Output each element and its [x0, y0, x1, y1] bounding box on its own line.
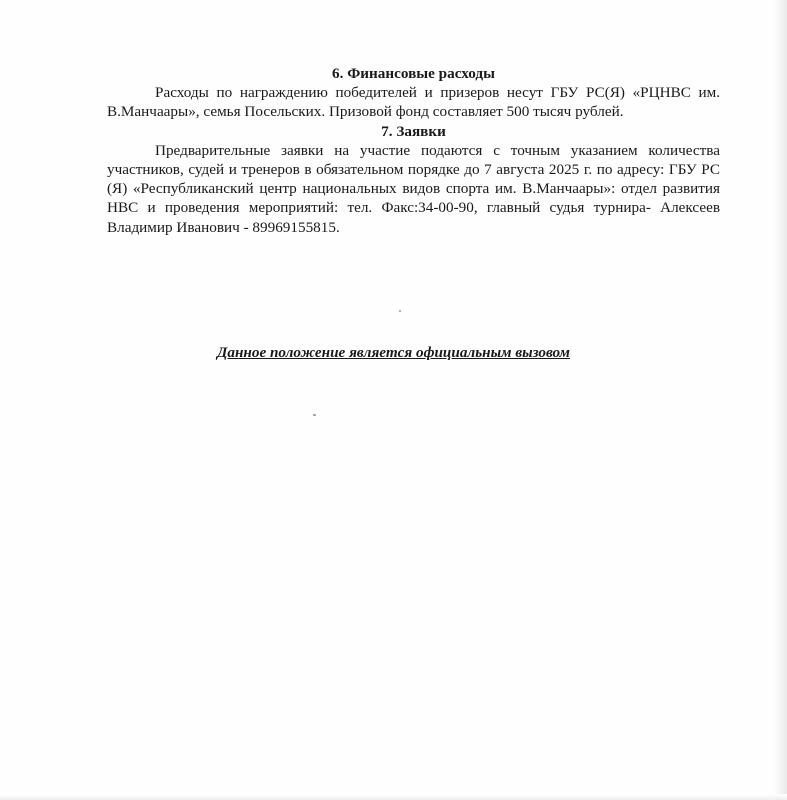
- document-body: [107, 64, 720, 237]
- section-6-paragraph: Расходы по награждению победителей и призеров несут ГБУ РС(Я) «РЦНВС им. В.Манчаары», семья Посельских. Призовой фонд составляет 500 тысяч рублей.: [107, 84, 720, 121]
- scan-edge-shadow: [773, 0, 787, 800]
- section-6-heading: 6. Финансовые расходы: [332, 65, 495, 82]
- section-7-paragraph: Предварительные заявки на участие подаются с точным указанием количества участников, судей и тренеров в обязательном порядке до 7 августа 2025 г. по адресу: ГБУ РС (Я) «Республиканский центр национальных видов спорта им. В.Манчаары»: отдел развития НВС и проведения мероприятий: тел. Факс:34-00-90, главный судья турнира- Алексеев Владимир Иванович - 89969155815.: [107, 141, 720, 236]
- scan-speck: [313, 414, 316, 416]
- scan-bottom-shadow: [0, 794, 787, 800]
- official-notice: Данное положение является официальным вызовом: [217, 344, 570, 361]
- section-7-heading: 7. Заявки: [381, 122, 446, 140]
- scan-speck: [399, 310, 401, 312]
